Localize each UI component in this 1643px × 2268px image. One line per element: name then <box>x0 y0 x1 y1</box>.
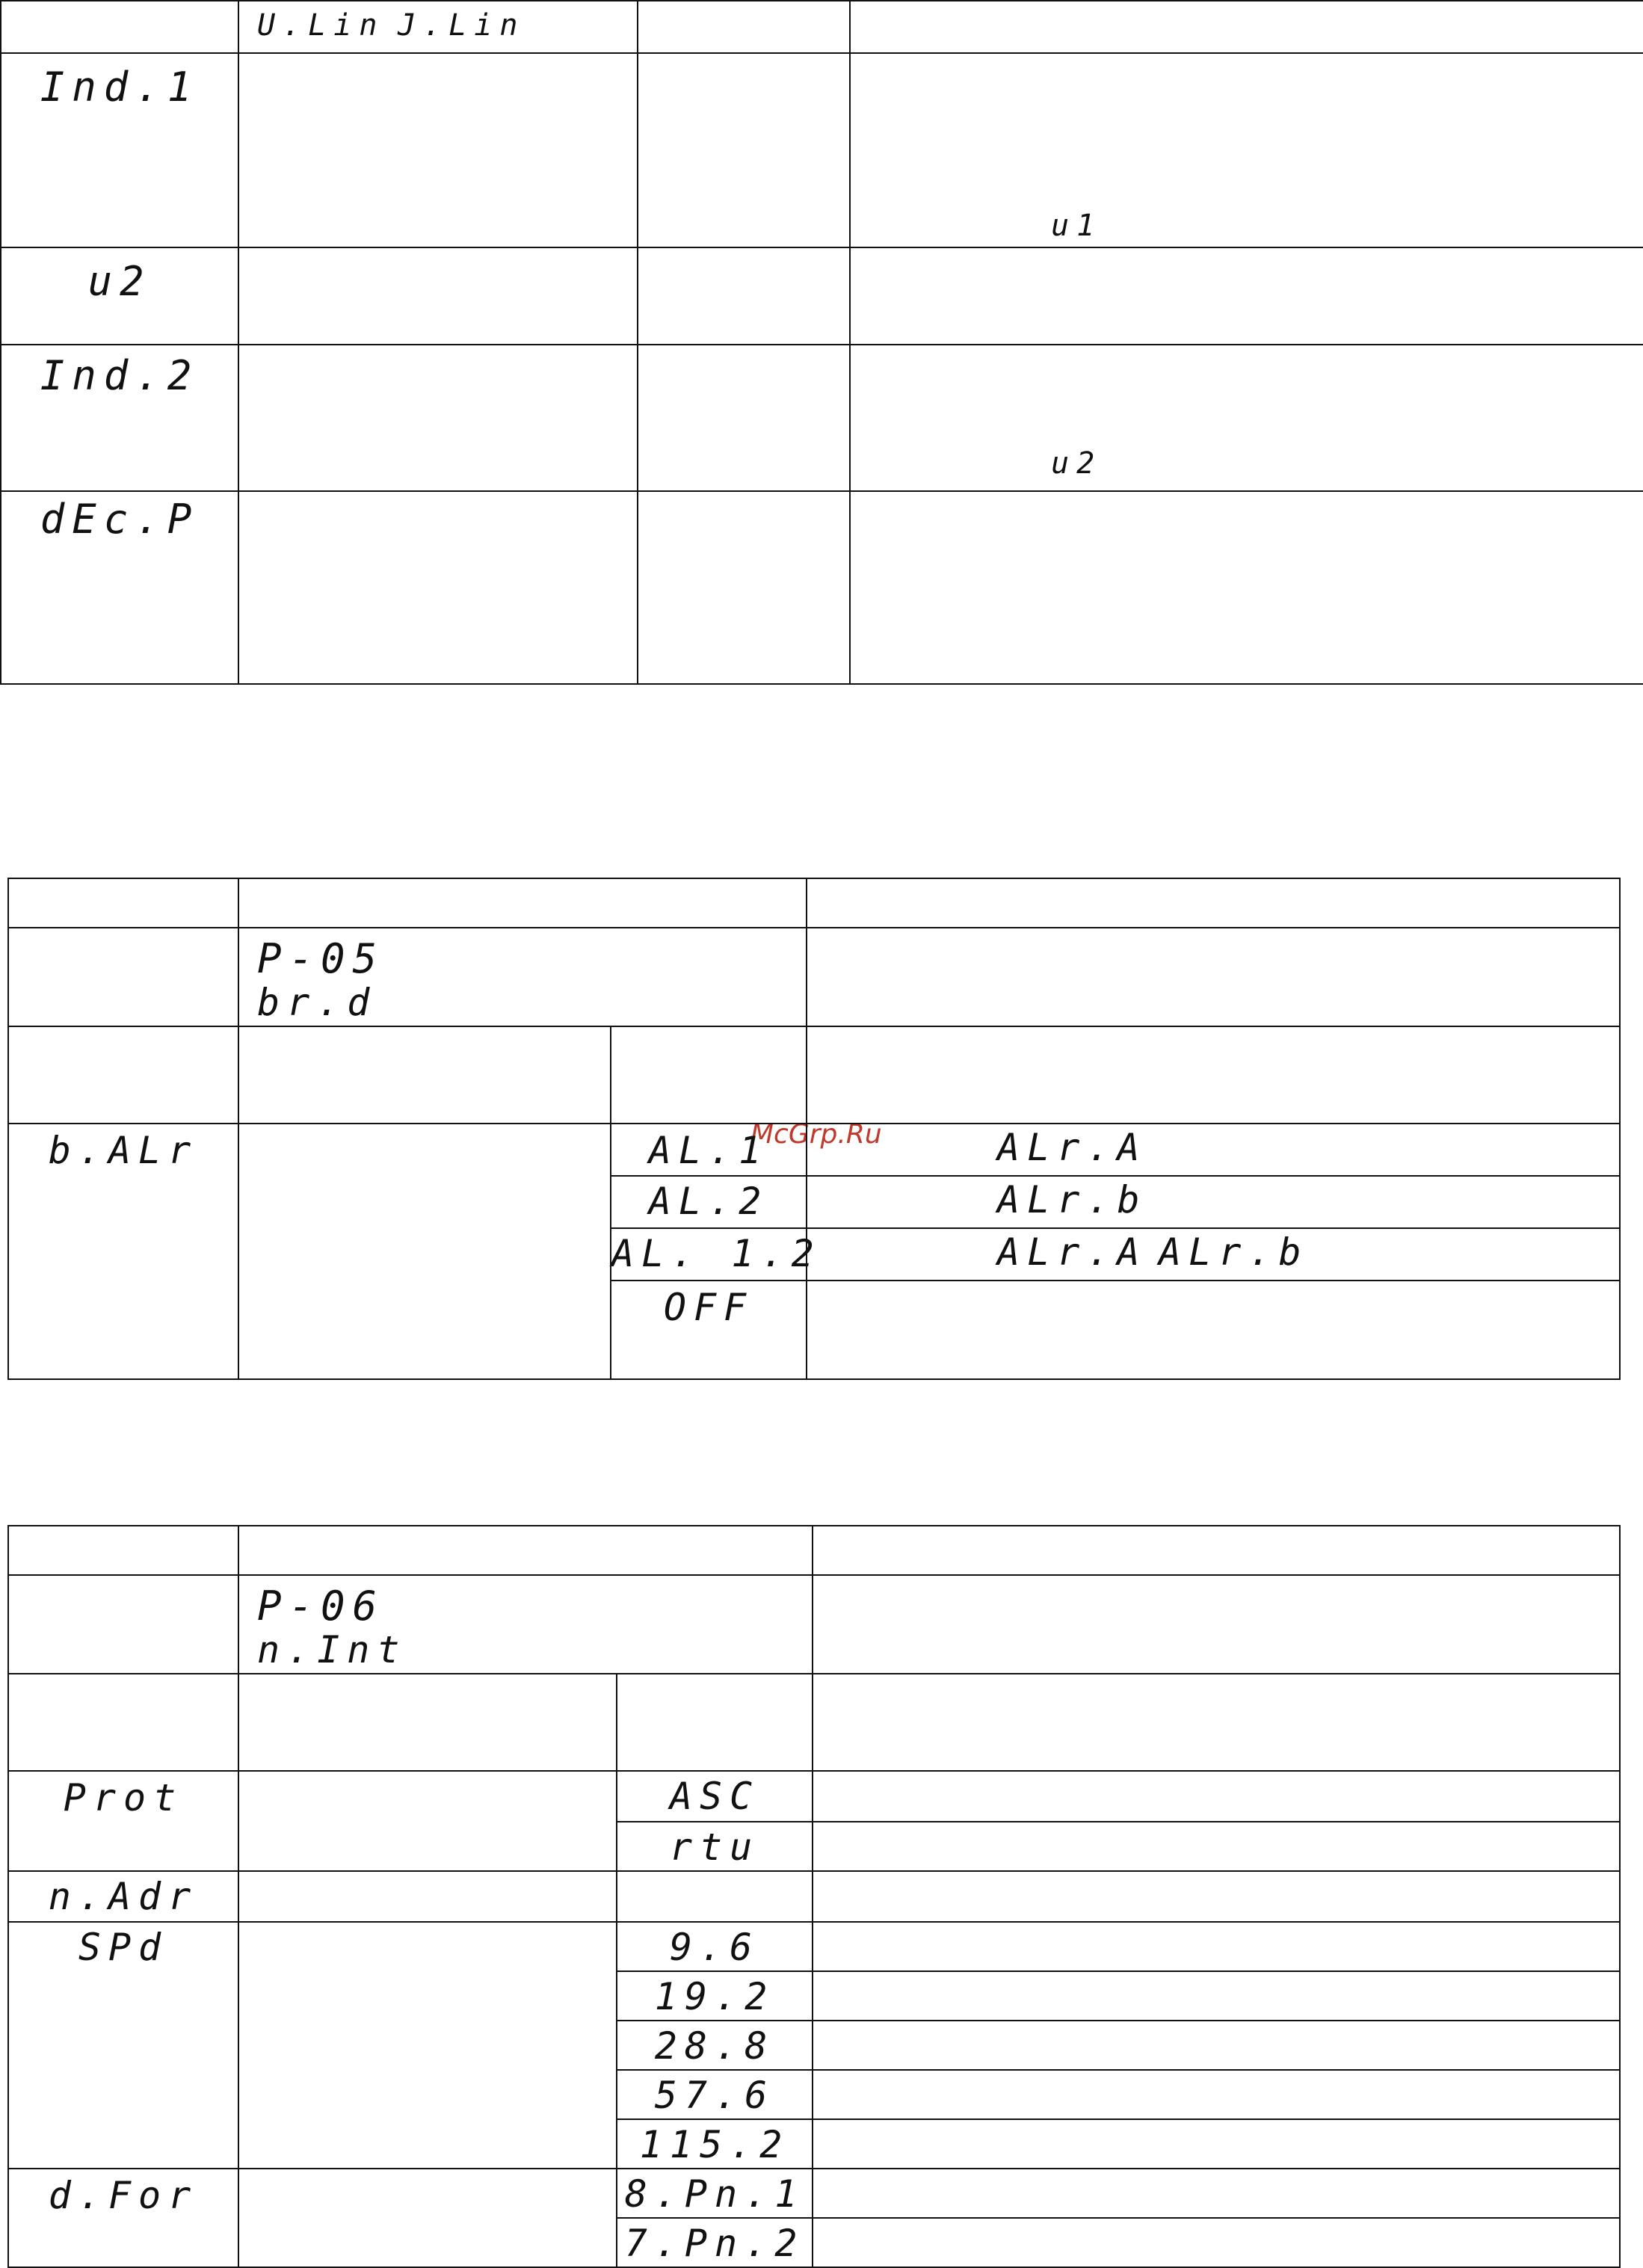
menu-code: P-05 <box>257 935 385 982</box>
option-value: 28.8 <box>654 2024 775 2068</box>
table-row <box>8 1771 1620 1822</box>
param-note: u2 <box>1051 446 1103 481</box>
option-value: 9.6 <box>669 1926 760 1969</box>
menu-name: n.Int <box>257 1628 407 1671</box>
param-code: dEc.P <box>40 496 200 543</box>
option-value: 7.Pn.2 <box>624 2222 805 2265</box>
parameter-table-1 <box>0 0 1643 685</box>
table-row <box>8 878 1620 928</box>
param-code: Ind.1 <box>40 64 200 111</box>
table-row <box>8 1124 1620 1176</box>
parameter-table-2 <box>7 878 1621 1380</box>
table-row <box>1 1 1643 53</box>
option-value: AL.1 <box>648 1129 769 1172</box>
option-value: rtu <box>669 1825 760 1869</box>
option-desc-code: ALr.b <box>997 1178 1147 1221</box>
menu-name: br.d <box>257 981 377 1024</box>
option-value: OFF <box>663 1286 754 1329</box>
option-desc-code: ALr.A <box>997 1126 1147 1169</box>
param-code: u2 <box>87 258 152 305</box>
option-value: 57.6 <box>654 2074 775 2117</box>
param-code: b.ALr <box>48 1129 199 1172</box>
table-row <box>8 1871 1620 1922</box>
menu-code: P-06 <box>257 1583 385 1630</box>
option-value: AL.2 <box>648 1180 769 1223</box>
table-row <box>8 1922 1620 1971</box>
table-row <box>8 2169 1620 2218</box>
header-code-jlin: J.Lin <box>398 8 525 43</box>
option-value: 19.2 <box>654 1975 775 2018</box>
table-row <box>8 1674 1620 1771</box>
table-row <box>8 1026 1620 1124</box>
option-value: AL. 1.2 <box>611 1232 822 1275</box>
param-code: Prot <box>63 1776 184 1819</box>
table-row <box>1 491 1643 684</box>
option-value: 115.2 <box>639 2123 790 2166</box>
table-row <box>1 53 1643 247</box>
option-desc-code: ALr.A <box>997 1230 1147 1274</box>
table-row <box>8 928 1620 1026</box>
param-code: Ind.2 <box>40 352 200 399</box>
table-row <box>1 247 1643 345</box>
parameter-table-3 <box>7 1525 1621 2268</box>
option-value: ASC <box>669 1775 760 1818</box>
param-note: u1 <box>1051 209 1103 243</box>
param-code: n.Adr <box>48 1875 199 1918</box>
watermark: McGrp.Ru <box>750 1119 882 1150</box>
param-code: d.For <box>48 2174 199 2217</box>
option-desc-code: ALr.b <box>1159 1230 1309 1274</box>
table-row <box>8 1575 1620 1674</box>
header-code-ulin: U.Lin <box>257 8 385 43</box>
option-value: 8.Pn.1 <box>624 2172 805 2216</box>
table-row <box>8 1526 1620 1575</box>
param-code: SPd <box>78 1926 169 1969</box>
table-row <box>1 345 1643 491</box>
